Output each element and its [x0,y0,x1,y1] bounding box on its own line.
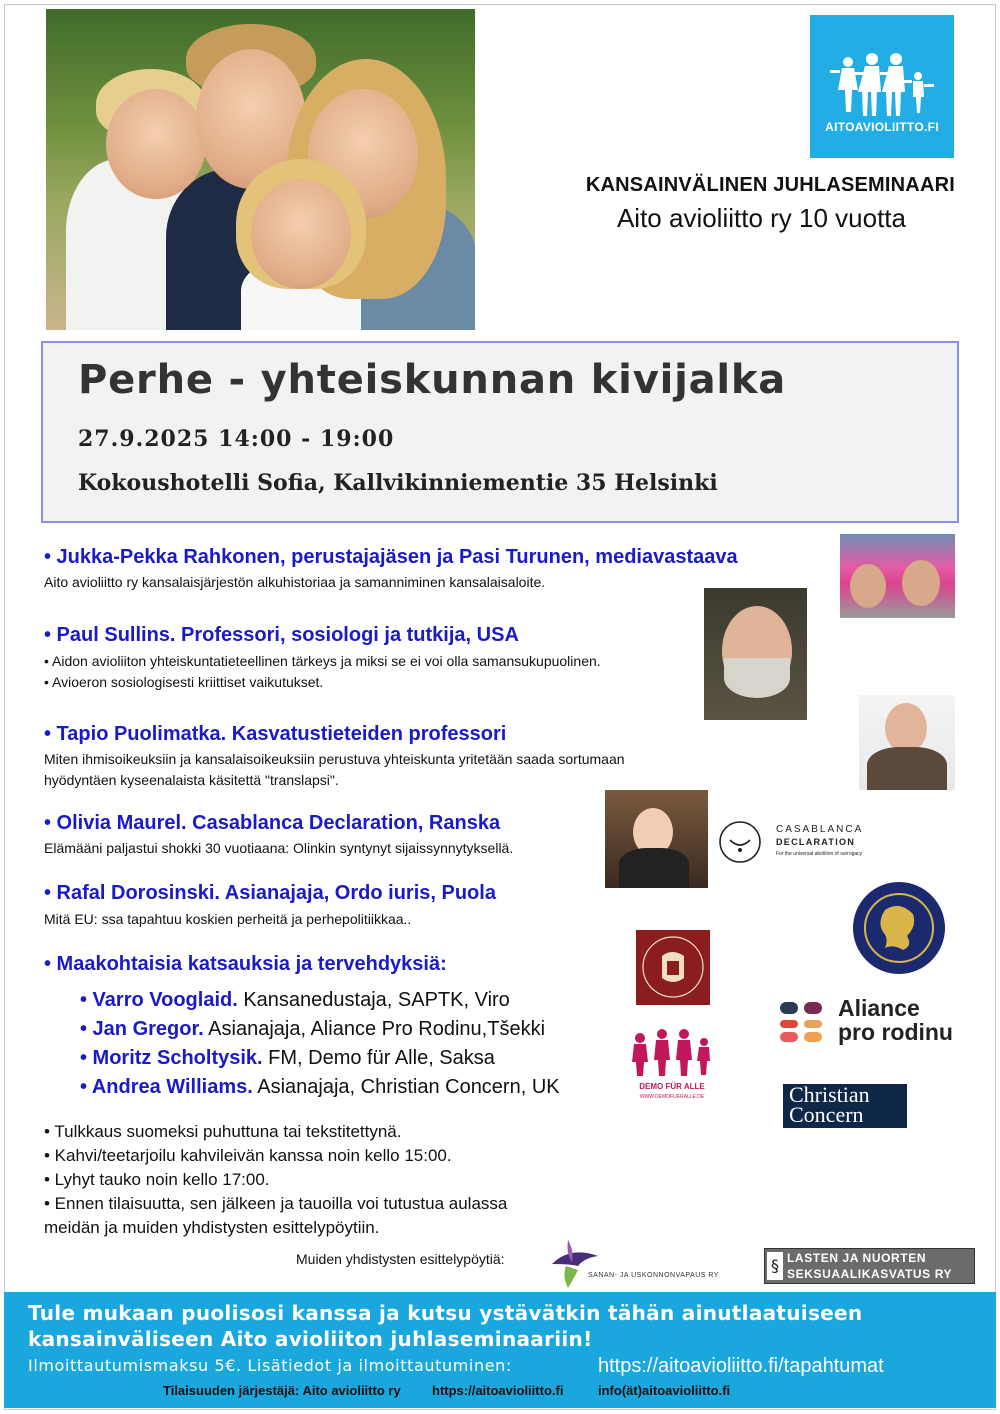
aliance-text1: Aliance [838,995,920,1021]
speaker-desc: hyödyntäen kyseenalaista käsitettä "translapsi". [44,772,339,788]
aliance-icon [780,998,826,1046]
demo-figures-icon [630,1028,714,1078]
casablanca-text2: DECLARATION [776,837,856,847]
footer-org-link[interactable]: https://aitoavioliitto.fi [432,1383,564,1398]
header-line2: Aito avioliitto ry 10 vuotta [616,203,906,233]
greeting-role: Kansanedustaja, SAPTK, Viro [237,989,510,1011]
speaker-desc: Elämääni paljastui shokki 30 vuotiaana: Olinkin syntynyt sijaissynnytyksellä. [44,840,514,856]
family-figures-icon [824,50,940,120]
event-title: Perhe - yhteiskunnan kivijalka [78,357,787,403]
note-line: • Ennen tilaisuutta, sen jälkeen ja tauoilla voi tutustua aulassa [44,1194,508,1213]
footer-line2: kansainväliseen Aito avioliiton juhlaseminaariin! [28,1327,593,1351]
demo-text2: WWW.DEMOFUERALLE.DE [639,1094,705,1100]
sullins-photo [704,588,807,720]
footer-fee: Ilmoittautumismaksu 5€. Lisätiedot ja ilmoittautuminen: [28,1356,512,1375]
demo-fur-alle-logo [630,1028,714,1106]
greeting-name: • Jan Gregor. [80,1018,204,1040]
christian-concern-logo [783,1084,907,1128]
header-line1: KANSAINVÄLINEN JUHLASEMINAARI [585,174,955,196]
casablanca-declaration-logo [716,812,876,874]
demo-text1: DEMO FÜR ALLE [639,1082,705,1091]
greeting-name: • Andrea Williams. [80,1076,253,1098]
aliance-text2: pro rodinu [838,1019,953,1045]
note-line: meidän ja muiden yhdistysten esittelypöytiin. [44,1218,380,1237]
puolimatka-photo [859,695,955,790]
footer-line1: Tule mukaan puolisosi kanssa ja kutsu ystävätkin tähän ainutlaatuiseen [28,1301,863,1325]
greeting-name: • Varro Vooglaid. [80,989,238,1011]
sanan-uskonnonvapaus-logo [548,1234,748,1290]
section-heading: • Maakohtaisia katsauksia ja tervehdyksiä: [44,953,447,975]
greeting-item [80,1018,545,1041]
other-tables-label: Muiden yhdistysten esittelypöytiä: [296,1251,505,1267]
footer-registration-link[interactable]: https://aitoavioliitto.fi/tapahtumat [598,1355,884,1377]
bird-icon [548,1234,604,1290]
greeting-item [80,1076,560,1099]
logo-text: AITOAVIOLIITTO.FI [825,120,939,134]
speaker-desc: Mitä EU: ssa tapahtuu koskien perheitä ja perhepolitiikkaa.. [44,911,412,927]
speaker-name: • Olivia Maurel. Casablanca Declaration, Ranska [44,812,501,834]
greeting-name: • Moritz Scholtysik. [80,1047,263,1069]
lasten-ja-nuorten-logo [764,1248,975,1284]
institute-seal [636,930,710,1005]
ordo-iuris-seal-icon [851,880,947,976]
aliance-pro-rodinu-logo [780,996,970,1052]
footer-invitation [28,1300,988,1352]
christian-text1: Christian [789,1082,870,1107]
maurel-photo [605,790,708,888]
note-line: • Lyhyt tauko noin kello 17:00. [44,1170,270,1189]
speaker-desc: • Aidon avioliiton yhteiskuntatieteellinen tärkeys ja miksi se ei voi olla samansukupuolinen. [44,653,601,669]
ordo-iuris-seal [851,880,947,976]
speaker-name: • Tapio Puolimatka. Kasvatustieteiden professori [44,723,507,745]
lasten-text1: LASTEN JA NUORTEN [787,1251,927,1265]
greeting-item [80,989,510,1012]
greeting-role: Asianajaja, Aliance Pro Rodinu,Tšekki [203,1018,546,1040]
speaker-desc: Aito avioliitto ry kansalaisjärjestön alkuhistoriaa ja samanniminen kansalaisaloite. [44,574,546,590]
speaker-name: • Rafal Dorosinski. Asianajaja, Ordo iuris, Puola [44,882,496,904]
note-line: • Kahvi/teetarjoilu kahvileivän kanssa noin kello 15:00. [44,1146,452,1165]
aitoavioliitto-logo [810,15,954,158]
paragraph-icon: § [767,1252,783,1280]
event-date: 27.9.2025 14:00 - 19:00 [78,426,395,452]
greeting-role: Asianajaja, Christian Concern, UK [252,1076,560,1098]
sanan-text: SANAN- JA USKONNONVAPAUS RY [588,1272,719,1279]
practical-notes [44,1120,604,1240]
christian-text2: Concern [789,1102,864,1127]
footer-organizer: Tilaisuuden järjestäjä: Aito avioliitto ry [163,1383,401,1398]
casablanca-text1: CASABLANCA [776,824,864,835]
rahkonen-turunen-photo [840,534,955,618]
speaker-name: • Paul Sullins. Professori, sosiologi ja tutkija, USA [44,624,519,646]
event-place: Kokoushotelli Sofia, Kallvikinniementie 35 Helsinki [78,470,718,496]
lasten-text2: SEKSUAALIKASVATUS RY [787,1267,953,1281]
greeting-item [80,1047,495,1070]
note-line: • Tulkkaus suomeksi puhuttuna tai tekstitettynä. [44,1122,402,1141]
lion-seal-icon [636,930,710,1005]
speaker-desc: • Avioeron sosiologisesti kriittiset vaikutukset. [44,674,324,690]
speaker-desc: Miten ihmisoikeuksiin ja kansalaisoikeuksiin perustuva yhteiskunta yritetään saada sortumaan [44,751,625,767]
family-photo [46,9,475,330]
greeting-role: FM, Demo für Alle, Saksa [262,1047,495,1069]
footer-email[interactable]: info(ät)aitoavioliitto.fi [598,1383,731,1398]
speaker-name: • Jukka-Pekka Rahkonen, perustajajäsen ja Pasi Turunen, mediavastaava [44,546,738,568]
casablanca-text3: For the universal abolition of surrogacy [776,851,863,857]
casablanca-circle-icon [716,818,764,866]
